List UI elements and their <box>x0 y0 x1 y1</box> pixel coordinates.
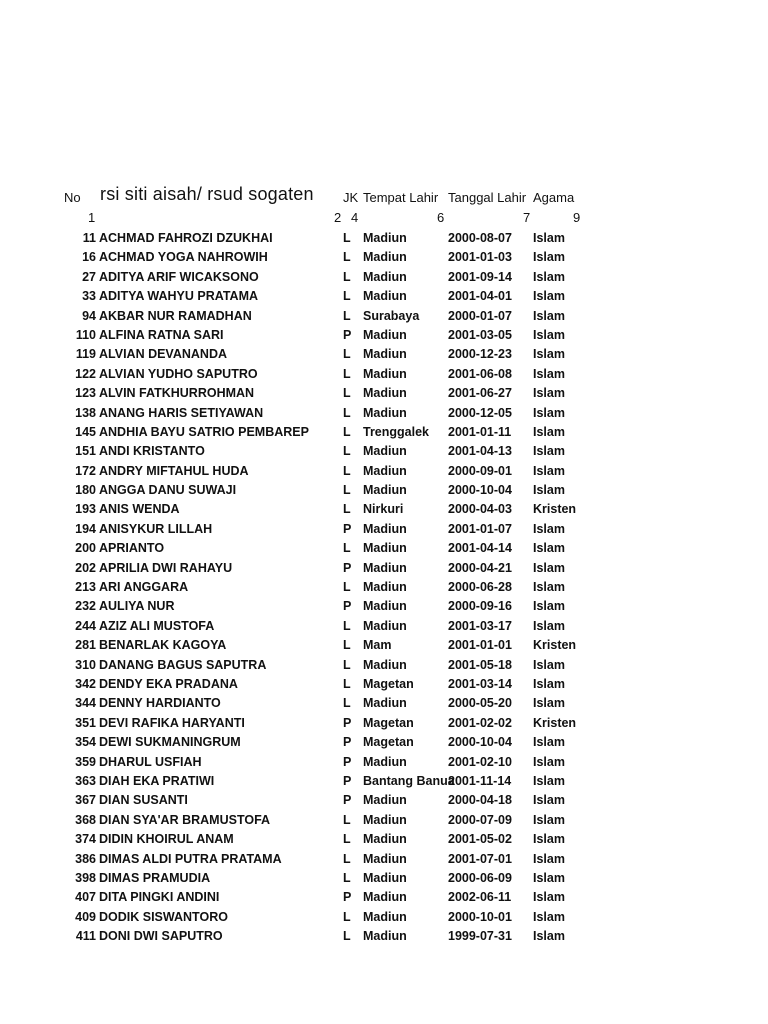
cell-jk: P <box>343 890 352 905</box>
cell-no: 409 <box>75 909 96 924</box>
cell-name: DEVI RAFIKA HARYANTI <box>99 715 245 730</box>
cell-jk: L <box>343 618 351 633</box>
cell-tempat-lahir: Madiun <box>363 890 407 905</box>
cell-tanggal-lahir: 2000-06-28 <box>448 580 512 595</box>
cell-agama: Islam <box>533 444 565 459</box>
cell-no: 138 <box>75 405 96 420</box>
cell-tempat-lahir: Madiun <box>363 386 407 401</box>
cell-agama: Islam <box>533 405 565 420</box>
cell-name: DIAH EKA PRATIWI <box>99 773 215 788</box>
cell-no: 232 <box>75 599 96 614</box>
cell-tempat-lahir: Madiun <box>363 812 407 827</box>
column-index: 1 <box>88 210 96 225</box>
cell-jk: L <box>343 424 351 439</box>
cell-tanggal-lahir: 2001-11-14 <box>448 773 512 788</box>
cell-jk: L <box>343 696 351 711</box>
table-row <box>0 907 768 926</box>
cell-tanggal-lahir: 2001-04-01 <box>448 289 512 304</box>
cell-agama: Islam <box>533 366 565 381</box>
cell-agama: Islam <box>533 754 565 769</box>
table-row <box>0 887 768 906</box>
cell-jk: L <box>343 812 351 827</box>
table-row <box>0 441 768 460</box>
cell-tempat-lahir: Madiun <box>363 405 407 420</box>
header-no: No <box>64 190 81 205</box>
cell-tanggal-lahir: 2001-04-13 <box>448 444 512 459</box>
cell-no: 94 <box>82 308 96 323</box>
cell-name: DONI DWI SAPUTRO <box>99 929 223 944</box>
cell-no: 194 <box>75 521 96 536</box>
cell-agama: Kristen <box>533 502 577 517</box>
table-row <box>0 344 768 363</box>
cell-agama: Islam <box>533 580 565 595</box>
cell-no: 367 <box>75 793 96 808</box>
cell-no: 342 <box>75 676 96 691</box>
cell-no: 123 <box>75 386 96 401</box>
cell-agama: Islam <box>533 560 565 575</box>
cell-agama: Islam <box>533 327 565 342</box>
cell-tanggal-lahir: 2001-04-14 <box>448 541 512 556</box>
cell-tanggal-lahir: 2001-06-27 <box>448 386 512 401</box>
cell-no: 407 <box>75 890 96 905</box>
cell-name: DEWI SUKMANINGRUM <box>99 735 241 750</box>
cell-no: 351 <box>75 715 96 730</box>
cell-jk: L <box>343 676 351 691</box>
cell-agama: Islam <box>533 870 565 885</box>
cell-tanggal-lahir: 2001-03-14 <box>448 676 512 691</box>
cell-tanggal-lahir: 2001-03-05 <box>448 327 512 342</box>
cell-tanggal-lahir: 2000-04-21 <box>448 560 512 575</box>
cell-no: 354 <box>75 735 96 750</box>
cell-name: DENDY EKA PRADANA <box>99 676 238 691</box>
cell-no: 193 <box>75 502 96 517</box>
cell-agama: Islam <box>533 676 565 691</box>
cell-agama: Islam <box>533 696 565 711</box>
cell-tanggal-lahir: 2001-01-07 <box>448 521 512 536</box>
cell-tempat-lahir: Madiun <box>363 347 407 362</box>
cell-no: 374 <box>75 832 96 847</box>
table-row <box>0 403 768 422</box>
cell-jk: L <box>343 444 351 459</box>
cell-name: DIAN SUSANTI <box>99 793 188 808</box>
table-row <box>0 655 768 674</box>
cell-jk: L <box>343 541 351 556</box>
cell-name: DODIK SISWANTORO <box>99 909 228 924</box>
cell-jk: P <box>343 560 352 575</box>
cell-name: DITA PINGKI ANDINI <box>99 890 220 905</box>
cell-jk: L <box>343 502 351 517</box>
cell-jk: P <box>343 735 352 750</box>
cell-jk: L <box>343 347 351 362</box>
cell-jk: L <box>343 851 351 866</box>
cell-name: APRILIA DWI RAHAYU <box>99 560 233 575</box>
cell-no: 202 <box>75 560 96 575</box>
cell-jk: P <box>343 773 352 788</box>
cell-jk: L <box>343 870 351 885</box>
table-row <box>0 790 768 809</box>
cell-tanggal-lahir: 2000-10-01 <box>448 909 512 924</box>
cell-tempat-lahir: Madiun <box>363 870 407 885</box>
cell-agama: Islam <box>533 599 565 614</box>
cell-agama: Islam <box>533 386 565 401</box>
table-row <box>0 752 768 771</box>
cell-jk: L <box>343 269 351 284</box>
cell-tanggal-lahir: 2001-01-03 <box>448 250 512 265</box>
cell-jk: L <box>343 289 351 304</box>
cell-tempat-lahir: Madiun <box>363 929 407 944</box>
cell-no: 244 <box>75 618 96 633</box>
table-row <box>0 519 768 538</box>
page-title: rsi siti aisah/ rsud sogaten <box>100 184 314 204</box>
column-index: 2 <box>334 210 342 225</box>
cell-tanggal-lahir: 1999-07-31 <box>448 929 512 944</box>
cell-tempat-lahir: Madiun <box>363 754 407 769</box>
cell-tempat-lahir: Madiun <box>363 832 407 847</box>
cell-tanggal-lahir: 2000-07-09 <box>448 812 512 827</box>
cell-no: 363 <box>75 773 96 788</box>
cell-tempat-lahir: Madiun <box>363 250 407 265</box>
cell-name: ACHMAD FAHROZI DZUKHAI <box>99 231 273 245</box>
cell-no: 27 <box>82 269 96 284</box>
cell-no: 310 <box>75 657 96 672</box>
cell-jk: L <box>343 463 351 478</box>
cell-tempat-lahir: Madiun <box>363 327 407 342</box>
cell-jk: P <box>343 793 352 808</box>
cell-tanggal-lahir: 2001-07-01 <box>448 851 512 866</box>
cell-tempat-lahir: Bantang Banua <box>363 773 455 788</box>
cell-jk: P <box>343 327 352 342</box>
cell-agama: Islam <box>533 832 565 847</box>
cell-name: DANANG BAGUS SAPUTRA <box>99 657 267 672</box>
cell-jk: P <box>343 521 352 536</box>
cell-tanggal-lahir: 2000-04-03 <box>448 502 512 517</box>
cell-name: ARI ANGGARA <box>99 580 189 595</box>
cell-tempat-lahir: Nirkuri <box>363 502 404 517</box>
cell-agama: Kristen <box>533 715 577 730</box>
table-row <box>0 422 768 441</box>
table-row <box>0 868 768 887</box>
cell-agama: Islam <box>533 793 565 808</box>
cell-agama: Kristen <box>533 638 577 653</box>
table-row <box>0 461 768 480</box>
table-row <box>0 228 768 247</box>
cell-jk: L <box>343 386 351 401</box>
cell-no: 122 <box>75 366 96 381</box>
cell-tempat-lahir: Madiun <box>363 657 407 672</box>
table-row <box>0 616 768 635</box>
cell-name: AKBAR NUR RAMADHAN <box>99 308 252 323</box>
cell-agama: Islam <box>533 308 565 323</box>
cell-agama: Islam <box>533 231 565 245</box>
table-row <box>0 926 768 945</box>
cell-name: ANGGA DANU SUWAJI <box>99 483 237 498</box>
cell-tanggal-lahir: 2000-06-09 <box>448 870 512 885</box>
cell-tanggal-lahir: 2000-12-05 <box>448 405 512 420</box>
cell-jk: P <box>343 715 352 730</box>
cell-jk: L <box>343 483 351 498</box>
cell-name: ALVIAN DEVANANDA <box>99 347 228 362</box>
table-row <box>0 499 768 518</box>
cell-tempat-lahir: Magetan <box>363 676 414 691</box>
cell-name: ANISYKUR LILLAH <box>99 521 213 536</box>
table-row <box>0 383 768 402</box>
cell-agama: Islam <box>533 269 565 284</box>
cell-tempat-lahir: Madiun <box>363 366 407 381</box>
cell-agama: Islam <box>533 424 565 439</box>
header-tanggal-lahir: Tanggal Lahir <box>448 190 527 205</box>
cell-tempat-lahir: Madiun <box>363 463 407 478</box>
cell-name: ANANG HARIS SETIYAWAN <box>99 405 264 420</box>
cell-jk: L <box>343 657 351 672</box>
cell-agama: Islam <box>533 812 565 827</box>
cell-tempat-lahir: Madiun <box>363 289 407 304</box>
cell-tempat-lahir: Magetan <box>363 735 414 750</box>
cell-name: DIMAS PRAMUDIA <box>99 870 211 885</box>
table-row <box>0 771 768 790</box>
column-index: 6 <box>437 210 445 225</box>
cell-name: ANDI KRISTANTO <box>99 444 205 459</box>
table-row <box>0 325 768 344</box>
cell-tempat-lahir: Madiun <box>363 618 407 633</box>
cell-tanggal-lahir: 2000-09-16 <box>448 599 512 614</box>
cell-tanggal-lahir: 2001-02-02 <box>448 715 512 730</box>
cell-agama: Islam <box>533 890 565 905</box>
cell-no: 398 <box>75 870 96 885</box>
cell-name: ANDHIA BAYU SATRIO PEMBAREP <box>99 424 309 439</box>
cell-agama: Islam <box>533 657 565 672</box>
cell-tanggal-lahir: 2000-10-04 <box>448 483 512 498</box>
table-row <box>0 558 768 577</box>
cell-no: 145 <box>75 424 96 439</box>
cell-tanggal-lahir: 2001-02-10 <box>448 754 512 769</box>
cell-name: ADITYA WAHYU PRATAMA <box>99 289 259 304</box>
cell-agama: Islam <box>533 929 565 944</box>
cell-agama: Islam <box>533 541 565 556</box>
student-table <box>0 228 768 945</box>
cell-tempat-lahir: Madiun <box>363 909 407 924</box>
table-row <box>0 635 768 654</box>
cell-tempat-lahir: Madiun <box>363 560 407 575</box>
cell-no: 213 <box>75 580 96 595</box>
cell-tempat-lahir: Madiun <box>363 599 407 614</box>
table-row <box>0 364 768 383</box>
cell-agama: Islam <box>533 618 565 633</box>
cell-no: 110 <box>75 327 96 342</box>
cell-name: DIAN SYA'AR BRAMUSTOFA <box>99 812 271 827</box>
header-tempat-lahir: Tempat Lahir <box>363 190 439 205</box>
table-row <box>0 480 768 499</box>
cell-tempat-lahir: Madiun <box>363 269 407 284</box>
cell-no: 281 <box>75 638 96 653</box>
cell-agama: Islam <box>533 521 565 536</box>
cell-name: APRIANTO <box>99 541 165 556</box>
cell-name: AZIZ ALI MUSTOFA <box>99 618 215 633</box>
column-index: 9 <box>573 210 581 225</box>
cell-tempat-lahir: Madiun <box>363 541 407 556</box>
cell-no: 368 <box>75 812 96 827</box>
cell-tempat-lahir: Mam <box>363 638 392 653</box>
cell-tempat-lahir: Madiun <box>363 521 407 536</box>
header-jk: JK <box>343 190 359 205</box>
cell-tanggal-lahir: 2000-05-20 <box>448 696 512 711</box>
column-index: 4 <box>351 210 359 225</box>
cell-tempat-lahir: Madiun <box>363 696 407 711</box>
cell-jk: L <box>343 231 351 245</box>
cell-name: DIDIN KHOIRUL ANAM <box>99 832 234 847</box>
cell-tanggal-lahir: 2000-12-23 <box>448 347 512 362</box>
cell-name: DHARUL USFIAH <box>99 754 202 769</box>
cell-agama: Islam <box>533 463 565 478</box>
cell-tempat-lahir: Madiun <box>363 851 407 866</box>
cell-name: BENARLAK KAGOYA <box>99 638 227 653</box>
cell-jk: L <box>343 832 351 847</box>
cell-tanggal-lahir: 2001-05-02 <box>448 832 512 847</box>
table-row <box>0 596 768 615</box>
cell-tanggal-lahir: 2000-01-07 <box>448 308 512 323</box>
cell-name: ALFINA RATNA SARI <box>99 327 224 342</box>
cell-jk: L <box>343 308 351 323</box>
table-row <box>0 286 768 305</box>
cell-tanggal-lahir: 2001-05-18 <box>448 657 512 672</box>
cell-tanggal-lahir: 2000-09-01 <box>448 463 512 478</box>
cell-no: 119 <box>75 347 96 362</box>
cell-tanggal-lahir: 2000-08-07 <box>448 231 512 245</box>
cell-jk: L <box>343 366 351 381</box>
cell-name: DIMAS ALDI PUTRA PRATAMA <box>99 851 282 866</box>
cell-jk: P <box>343 754 352 769</box>
cell-agama: Islam <box>533 347 565 362</box>
cell-tanggal-lahir: 2000-04-18 <box>448 793 512 808</box>
cell-name: ALVIAN YUDHO SAPUTRO <box>99 366 258 381</box>
table-row <box>0 267 768 286</box>
table-row <box>0 713 768 732</box>
cell-tempat-lahir: Madiun <box>363 483 407 498</box>
table-row <box>0 306 768 325</box>
cell-name: AULIYA NUR <box>99 599 175 614</box>
cell-tanggal-lahir: 2000-10-04 <box>448 735 512 750</box>
cell-name: ACHMAD YOGA NAHROWIH <box>99 250 268 265</box>
table-row <box>0 849 768 868</box>
cell-tempat-lahir: Surabaya <box>363 308 420 323</box>
cell-agama: Islam <box>533 250 565 265</box>
cell-no: 16 <box>82 250 96 265</box>
cell-tempat-lahir: Trenggalek <box>363 424 429 439</box>
cell-no: 151 <box>75 444 96 459</box>
cell-tanggal-lahir: 2001-01-11 <box>448 424 512 439</box>
cell-no: 180 <box>75 483 96 498</box>
cell-tempat-lahir: Madiun <box>363 793 407 808</box>
cell-tempat-lahir: Madiun <box>363 580 407 595</box>
table-row <box>0 538 768 557</box>
cell-jk: L <box>343 250 351 265</box>
cell-agama: Islam <box>533 483 565 498</box>
table-row <box>0 577 768 596</box>
column-index: 7 <box>523 210 531 225</box>
cell-jk: L <box>343 909 351 924</box>
cell-tanggal-lahir: 2001-01-01 <box>448 638 512 653</box>
table-row <box>0 829 768 848</box>
cell-name: DENNY HARDIANTO <box>99 696 221 711</box>
cell-tanggal-lahir: 2001-03-17 <box>448 618 512 633</box>
cell-jk: L <box>343 580 351 595</box>
cell-agama: Islam <box>533 851 565 866</box>
table-row <box>0 810 768 829</box>
cell-name: ADITYA ARIF WICAKSONO <box>99 269 259 284</box>
table-row <box>0 247 768 266</box>
cell-tempat-lahir: Madiun <box>363 231 407 245</box>
cell-name: ANDRY MIFTAHUL HUDA <box>99 463 249 478</box>
table-row <box>0 674 768 693</box>
cell-tempat-lahir: Madiun <box>363 444 407 459</box>
cell-agama: Islam <box>533 773 565 788</box>
cell-jk: L <box>343 405 351 420</box>
cell-name: ANIS WENDA <box>99 502 180 517</box>
cell-tempat-lahir: Magetan <box>363 715 414 730</box>
cell-tanggal-lahir: 2002-06-11 <box>448 890 512 905</box>
cell-no: 411 <box>75 929 96 944</box>
cell-no: 200 <box>75 541 96 556</box>
cell-name: ALVIN FATKHURROHMAN <box>99 386 255 401</box>
cell-agama: Islam <box>533 289 565 304</box>
cell-jk: L <box>343 638 351 653</box>
cell-no: 11 <box>82 231 96 245</box>
cell-jk: P <box>343 599 352 614</box>
cell-no: 359 <box>75 754 96 769</box>
cell-tanggal-lahir: 2001-09-14 <box>448 269 512 284</box>
table-row <box>0 732 768 751</box>
header-agama: Agama <box>533 190 575 205</box>
cell-agama: Islam <box>533 909 565 924</box>
cell-tanggal-lahir: 2001-06-08 <box>448 366 512 381</box>
cell-no: 386 <box>75 851 96 866</box>
cell-agama: Islam <box>533 735 565 750</box>
cell-jk: L <box>343 929 351 944</box>
cell-no: 344 <box>75 696 96 711</box>
table-row <box>0 693 768 712</box>
cell-no: 33 <box>82 289 96 304</box>
cell-no: 172 <box>75 463 96 478</box>
